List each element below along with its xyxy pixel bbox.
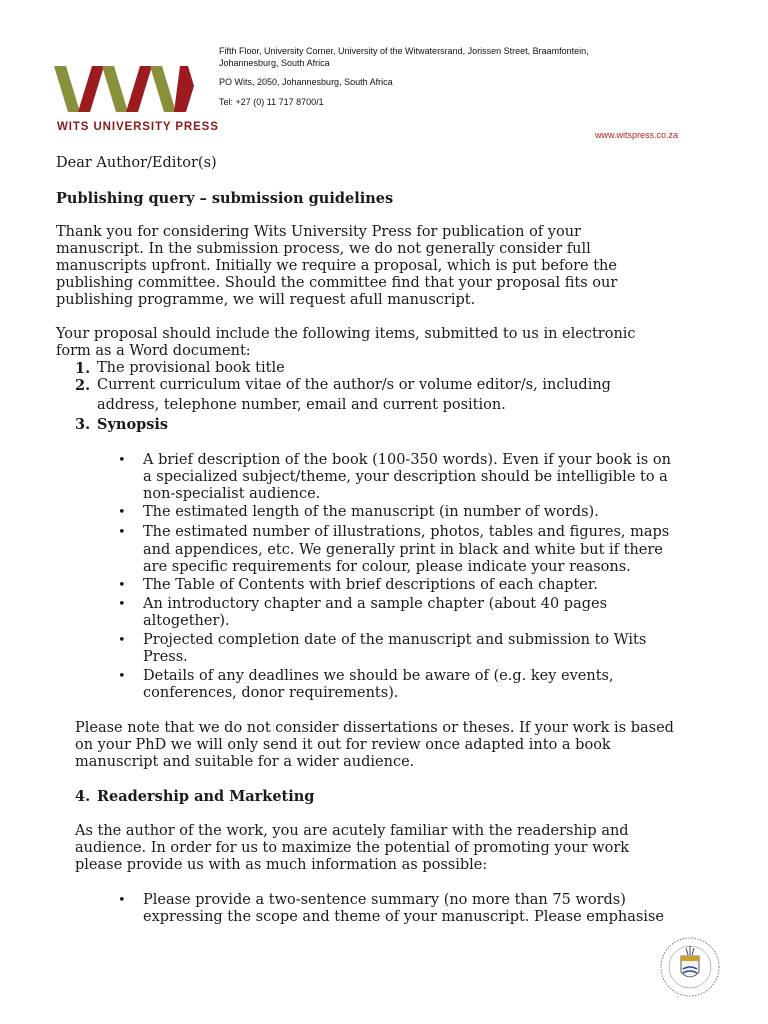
bullet-text: An introductory chapter and a sample chapter (about 40 pages xyxy=(143,596,608,612)
bullet-text: Please provide a two-sentence summary (no more than 75 words) xyxy=(143,892,626,908)
bullet-icon: • xyxy=(118,669,126,684)
bullet-text: The Table of Contents with brief descriptions of each chapter. xyxy=(143,577,598,593)
section-heading-readership: Readership and Marketing xyxy=(97,788,315,805)
dissertation-note-line: manuscript and suitable for a wider audience. xyxy=(75,754,415,770)
subject-heading: Publishing query – submission guidelines xyxy=(56,190,394,207)
bullet-text: are specific requirements for colour, please indicate your reasons. xyxy=(143,559,631,575)
item-number: 3. xyxy=(75,416,91,433)
intro-line: publishing committee. Should the committee find that your proposal fits our xyxy=(56,275,618,291)
bullet-text: and appendices, etc. We generally print in black and white but if there xyxy=(143,542,663,558)
bullet-text: Press. xyxy=(143,649,188,665)
readership-intro-line: As the author of the work, you are acutely familiar with the readership and xyxy=(75,823,629,839)
bullet-icon: • xyxy=(118,578,126,593)
bullet-icon: • xyxy=(118,505,126,520)
po-box: PO Wits, 2050, Johannesburg, South Africa xyxy=(219,77,393,87)
readership-intro-line: please provide us with as much information as possible: xyxy=(75,857,488,873)
item-text: Current curriculum vitae of the author/s or volume editor/s, including xyxy=(97,377,611,393)
bullet-text: Details of any deadlines we should be aware of (e.g. key events, xyxy=(143,668,614,684)
salutation: Dear Author/Editor(s) xyxy=(56,155,217,171)
bullet-text: Projected completion date of the manuscript and submission to Wits xyxy=(143,632,647,648)
bullet-text: The estimated length of the manuscript (in number of words). xyxy=(143,504,599,520)
telephone: Tel: +27 (0) 11 717 8700/1 xyxy=(219,97,324,107)
bullet-text: expressing the scope and theme of your manuscript. Please emphasise xyxy=(143,909,664,925)
bullet-text: altogether). xyxy=(143,613,230,629)
intro-line: Thank you for considering Wits University Press for publication of your xyxy=(56,224,581,240)
bullet-text: conferences, donor requirements). xyxy=(143,685,399,701)
item-number: 1. xyxy=(75,360,91,377)
address-line-2: Johannesburg, South Africa xyxy=(219,58,330,68)
address-line-1: Fifth Floor, University Corner, University of the Witwatersrand, Jorissen Street, Braamfontein, xyxy=(219,46,589,56)
item-text: address, telephone number, email and current position. xyxy=(97,397,506,413)
dissertation-note-line: on your PhD we will only send it out for review once adapted into a book xyxy=(75,737,611,753)
intro-line: publishing programme, we will request afull manuscript. xyxy=(56,292,476,308)
logo-text: WITS UNIVERSITY PRESS xyxy=(57,121,219,133)
intro-line: manuscripts upfront. Initially we require a proposal, which is put before the xyxy=(56,258,617,274)
university-seal-icon xyxy=(659,936,721,998)
item-number: 2. xyxy=(75,377,91,394)
intro-line: manuscript. In the submission process, we do not generally consider full xyxy=(56,241,591,257)
bullet-text: non-specialist audience. xyxy=(143,486,321,502)
bullet-icon: • xyxy=(118,597,126,612)
dissertation-note-line: Please note that we do not consider dissertations or theses. If your work is based xyxy=(75,720,674,736)
section-number: 4. xyxy=(75,788,91,805)
proposal-intro-line: form as a Word document: xyxy=(56,343,251,359)
bullet-text: a specialized subject/theme, your description should be intelligible to a xyxy=(143,469,668,485)
website-link[interactable]: www.witspress.co.za xyxy=(595,130,679,140)
synopsis-heading: Synopsis xyxy=(97,416,169,433)
bullet-text: A brief description of the book (100-350 words). Even if your book is on xyxy=(143,452,671,468)
bullet-icon: • xyxy=(118,893,126,908)
bullet-text: The estimated number of illustrations, photos, tables and figures, maps xyxy=(143,524,670,540)
bullet-icon: • xyxy=(118,525,126,540)
readership-intro-line: audience. In order for us to maximize the potential of promoting your work xyxy=(75,840,630,856)
proposal-intro-line: Your proposal should include the following items, submitted to us in electronic xyxy=(56,326,636,342)
bullet-icon: • xyxy=(118,633,126,648)
bullet-icon: • xyxy=(118,453,126,468)
item-text: The provisional book title xyxy=(97,360,285,376)
